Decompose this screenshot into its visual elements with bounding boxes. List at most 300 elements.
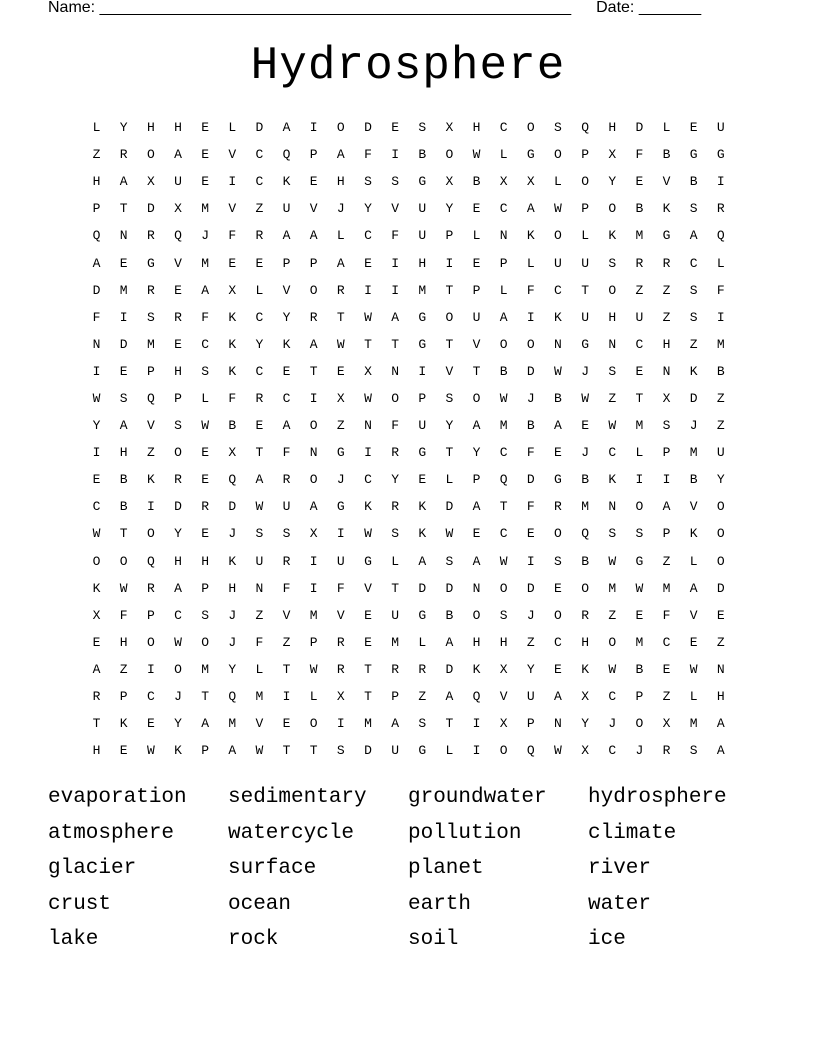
grid-letter[interactable]: W xyxy=(364,390,372,406)
grid-letter[interactable]: F xyxy=(92,309,101,325)
grid-letter[interactable]: L xyxy=(526,255,535,271)
grid-letter[interactable]: F xyxy=(228,390,237,406)
grid-letter[interactable]: T xyxy=(445,282,454,298)
grid-letter[interactable]: K xyxy=(662,201,671,217)
grid-letter[interactable]: J xyxy=(608,716,617,732)
grid-letter[interactable]: C xyxy=(282,390,291,406)
grid-letter[interactable]: I xyxy=(526,553,535,569)
grid-letter[interactable]: K xyxy=(282,174,291,190)
grid-letter[interactable]: C xyxy=(499,201,508,217)
grid-letter[interactable]: D xyxy=(174,499,182,515)
grid-letter[interactable]: R xyxy=(391,445,400,461)
grid-letter[interactable]: X xyxy=(445,174,454,190)
grid-letter[interactable]: A xyxy=(662,499,671,515)
grid-letter[interactable]: E xyxy=(581,418,589,434)
grid-letter[interactable]: W xyxy=(364,309,372,325)
grid-letter[interactable]: A xyxy=(282,418,291,434)
grid-letter[interactable]: H xyxy=(228,580,237,596)
grid-letter[interactable]: S xyxy=(445,553,454,569)
grid-letter[interactable]: X xyxy=(174,201,182,217)
grid-letter[interactable]: W xyxy=(689,661,698,677)
grid-letter[interactable]: I xyxy=(309,120,318,136)
grid-letter[interactable]: I xyxy=(146,661,155,677)
grid-letter[interactable]: R xyxy=(391,661,400,677)
grid-letter[interactable]: T xyxy=(364,689,372,705)
grid-letter[interactable]: R xyxy=(391,499,400,515)
grid-letter[interactable]: G xyxy=(716,147,725,163)
grid-letter[interactable]: E xyxy=(119,363,128,379)
grid-letter[interactable]: K xyxy=(228,336,237,352)
grid-letter[interactable]: Z xyxy=(282,634,291,650)
grid-letter[interactable]: B xyxy=(228,418,237,434)
grid-letter[interactable]: V xyxy=(228,201,237,217)
grid-letter[interactable]: K xyxy=(418,499,427,515)
grid-letter[interactable]: D xyxy=(255,120,264,136)
grid-letter[interactable]: N xyxy=(716,661,725,677)
grid-letter[interactable]: Z xyxy=(716,634,725,650)
grid-letter[interactable]: I xyxy=(472,743,481,759)
grid-letter[interactable]: S xyxy=(689,201,698,217)
grid-letter[interactable]: V xyxy=(689,499,698,515)
grid-letter[interactable]: S xyxy=(635,526,644,542)
grid-letter[interactable]: A xyxy=(255,472,264,488)
grid-letter[interactable]: M xyxy=(201,255,210,271)
grid-letter[interactable]: L xyxy=(716,255,725,271)
grid-letter[interactable]: M xyxy=(662,580,671,596)
grid-letter[interactable]: Z xyxy=(608,390,617,406)
grid-letter[interactable]: W xyxy=(554,743,562,759)
grid-letter[interactable]: E xyxy=(418,472,427,488)
grid-letter[interactable]: V xyxy=(364,580,372,596)
grid-letter[interactable]: C xyxy=(608,743,617,759)
grid-letter[interactable]: K xyxy=(608,472,617,488)
grid-letter[interactable]: C xyxy=(554,282,562,298)
grid-letter[interactable]: S xyxy=(119,390,128,406)
grid-letter[interactable]: M xyxy=(201,201,210,217)
grid-letter[interactable]: W xyxy=(445,526,454,542)
grid-letter[interactable]: Z xyxy=(662,553,671,569)
grid-letter[interactable]: E xyxy=(635,363,644,379)
grid-letter[interactable]: E xyxy=(364,634,372,650)
grid-letter[interactable]: R xyxy=(554,499,562,515)
grid-letter[interactable]: O xyxy=(581,174,589,190)
grid-letter[interactable]: K xyxy=(174,743,182,759)
grid-letter[interactable]: L xyxy=(445,472,454,488)
grid-letter[interactable]: R xyxy=(255,390,264,406)
grid-letter[interactable]: L xyxy=(689,553,698,569)
grid-letter[interactable]: S xyxy=(418,120,427,136)
grid-letter[interactable]: U xyxy=(418,418,427,434)
grid-letter[interactable]: M xyxy=(228,716,237,732)
grid-letter[interactable]: R xyxy=(255,228,264,244)
grid-letter[interactable]: L xyxy=(255,661,264,677)
grid-letter[interactable]: E xyxy=(92,472,101,488)
grid-letter[interactable]: D xyxy=(526,472,535,488)
grid-letter[interactable]: D xyxy=(526,580,535,596)
grid-letter[interactable]: T xyxy=(119,526,128,542)
grid-letter[interactable]: A xyxy=(472,553,481,569)
grid-letter[interactable]: B xyxy=(445,607,454,623)
grid-letter[interactable]: U xyxy=(554,255,562,271)
grid-letter[interactable]: V xyxy=(146,418,155,434)
grid-letter[interactable]: D xyxy=(228,499,237,515)
grid-letter[interactable]: Y xyxy=(174,716,182,732)
grid-letter[interactable]: I xyxy=(662,472,671,488)
grid-letter[interactable]: O xyxy=(554,147,562,163)
grid-letter[interactable]: W xyxy=(255,743,264,759)
grid-letter[interactable]: L xyxy=(635,445,644,461)
grid-letter[interactable]: W xyxy=(174,634,182,650)
grid-letter[interactable]: R xyxy=(336,282,345,298)
grid-letter[interactable]: P xyxy=(201,580,210,596)
grid-letter[interactable]: D xyxy=(364,743,372,759)
grid-letter[interactable]: M xyxy=(635,418,644,434)
grid-letter[interactable]: D xyxy=(689,390,698,406)
grid-letter[interactable]: Y xyxy=(282,309,291,325)
grid-letter[interactable]: U xyxy=(472,309,481,325)
grid-letter[interactable]: O xyxy=(499,743,508,759)
grid-letter[interactable]: A xyxy=(336,255,345,271)
grid-letter[interactable]: T xyxy=(499,499,508,515)
grid-letter[interactable]: U xyxy=(255,553,264,569)
grid-letter[interactable]: O xyxy=(554,526,562,542)
grid-letter[interactable]: E xyxy=(364,607,372,623)
grid-letter[interactable]: O xyxy=(472,390,481,406)
grid-letter[interactable]: Q xyxy=(228,689,237,705)
grid-letter[interactable]: M xyxy=(608,580,617,596)
grid-letter[interactable]: T xyxy=(364,336,372,352)
grid-letter[interactable]: K xyxy=(608,228,617,244)
grid-letter[interactable]: P xyxy=(174,390,182,406)
grid-letter[interactable]: V xyxy=(662,174,671,190)
grid-letter[interactable]: L xyxy=(92,120,101,136)
grid-letter[interactable]: B xyxy=(526,418,535,434)
grid-letter[interactable]: E xyxy=(119,743,128,759)
grid-letter[interactable]: E xyxy=(201,174,210,190)
grid-letter[interactable]: O xyxy=(608,282,617,298)
grid-letter[interactable]: N xyxy=(554,336,562,352)
grid-letter[interactable]: L xyxy=(255,282,264,298)
grid-letter[interactable]: O xyxy=(554,607,562,623)
grid-letter[interactable]: T xyxy=(391,336,400,352)
grid-letter[interactable]: N xyxy=(92,336,101,352)
grid-letter[interactable]: X xyxy=(228,445,237,461)
grid-letter[interactable]: R xyxy=(662,255,671,271)
grid-letter[interactable]: N xyxy=(391,363,400,379)
grid-letter[interactable]: S xyxy=(689,282,698,298)
grid-letter[interactable]: N xyxy=(309,445,318,461)
grid-letter[interactable]: W xyxy=(499,390,508,406)
grid-letter[interactable]: C xyxy=(608,689,617,705)
grid-letter[interactable]: E xyxy=(146,716,155,732)
grid-letter[interactable]: C xyxy=(201,336,210,352)
grid-letter[interactable]: T xyxy=(445,716,454,732)
grid-letter[interactable]: Q xyxy=(581,120,589,136)
grid-letter[interactable]: S xyxy=(608,526,617,542)
grid-letter[interactable]: W xyxy=(499,553,508,569)
grid-letter[interactable]: I xyxy=(309,580,318,596)
grid-letter[interactable]: O xyxy=(608,634,617,650)
grid-letter[interactable]: E xyxy=(716,607,725,623)
grid-letter[interactable]: O xyxy=(472,607,481,623)
name-line[interactable]: _____________________________________________________ xyxy=(99,0,572,16)
grid-letter[interactable]: F xyxy=(391,228,400,244)
grid-letter[interactable]: E xyxy=(201,120,210,136)
grid-letter[interactable]: S xyxy=(662,418,671,434)
grid-letter[interactable]: N xyxy=(662,363,671,379)
grid-letter[interactable]: G xyxy=(689,147,698,163)
grid-letter[interactable]: O xyxy=(119,553,128,569)
grid-letter[interactable]: P xyxy=(662,526,671,542)
grid-letter[interactable]: J xyxy=(336,472,345,488)
grid-letter[interactable]: T xyxy=(581,282,589,298)
grid-letter[interactable]: K xyxy=(554,309,562,325)
grid-letter[interactable]: O xyxy=(146,634,155,650)
grid-letter[interactable]: Z xyxy=(635,282,644,298)
grid-letter[interactable]: Z xyxy=(119,661,128,677)
grid-letter[interactable]: A xyxy=(309,499,318,515)
grid-letter[interactable]: P xyxy=(581,147,589,163)
grid-letter[interactable]: S xyxy=(608,255,617,271)
grid-letter[interactable]: I xyxy=(92,445,101,461)
grid-letter[interactable]: R xyxy=(201,499,210,515)
grid-letter[interactable]: Z xyxy=(662,282,671,298)
grid-letter[interactable]: P xyxy=(309,147,318,163)
grid-letter[interactable]: U xyxy=(174,174,182,190)
grid-letter[interactable]: G xyxy=(146,255,155,271)
grid-letter[interactable]: N xyxy=(255,580,264,596)
grid-letter[interactable]: U xyxy=(716,120,725,136)
grid-letter[interactable]: K xyxy=(282,336,291,352)
grid-letter[interactable]: U xyxy=(635,309,644,325)
grid-letter[interactable]: R xyxy=(581,607,589,623)
grid-letter[interactable]: B xyxy=(689,174,698,190)
grid-letter[interactable]: Z xyxy=(716,418,725,434)
grid-letter[interactable]: F xyxy=(526,282,535,298)
grid-letter[interactable]: O xyxy=(309,472,318,488)
grid-letter[interactable]: C xyxy=(255,309,264,325)
grid-letter[interactable]: N xyxy=(119,228,128,244)
grid-letter[interactable]: L xyxy=(309,689,318,705)
grid-letter[interactable]: P xyxy=(146,607,155,623)
grid-letter[interactable]: N xyxy=(608,499,617,515)
grid-letter[interactable]: G xyxy=(635,553,644,569)
grid-letter[interactable]: P xyxy=(581,201,589,217)
grid-letter[interactable]: C xyxy=(364,472,372,488)
grid-letter[interactable]: S xyxy=(282,526,291,542)
grid-letter[interactable]: A xyxy=(92,255,101,271)
grid-letter[interactable]: U xyxy=(391,743,400,759)
grid-letter[interactable]: O xyxy=(526,120,535,136)
grid-letter[interactable]: R xyxy=(146,580,155,596)
grid-letter[interactable]: A xyxy=(716,716,725,732)
grid-letter[interactable]: S xyxy=(499,607,508,623)
grid-letter[interactable]: K xyxy=(92,580,101,596)
grid-letter[interactable]: O xyxy=(92,553,101,569)
grid-letter[interactable]: O xyxy=(174,661,182,677)
grid-letter[interactable]: S xyxy=(201,607,210,623)
grid-letter[interactable]: P xyxy=(146,363,155,379)
grid-letter[interactable]: V xyxy=(499,689,508,705)
grid-letter[interactable]: T xyxy=(255,445,264,461)
grid-letter[interactable]: O xyxy=(445,309,454,325)
grid-letter[interactable]: B xyxy=(472,174,481,190)
grid-letter[interactable]: I xyxy=(716,309,725,325)
grid-letter[interactable]: E xyxy=(472,255,481,271)
grid-letter[interactable]: R xyxy=(662,743,671,759)
grid-letter[interactable]: L xyxy=(336,228,345,244)
grid-letter[interactable]: Q xyxy=(526,743,535,759)
grid-letter[interactable]: E xyxy=(201,445,210,461)
grid-letter[interactable]: T xyxy=(309,743,318,759)
grid-letter[interactable]: J xyxy=(228,607,237,623)
grid-letter[interactable]: E xyxy=(282,716,291,732)
grid-letter[interactable]: X xyxy=(364,363,372,379)
grid-letter[interactable]: K xyxy=(228,553,237,569)
grid-letter[interactable]: D xyxy=(445,499,454,515)
grid-letter[interactable]: Y xyxy=(92,418,101,434)
grid-letter[interactable]: A xyxy=(282,228,291,244)
grid-letter[interactable]: R xyxy=(716,201,725,217)
grid-letter[interactable]: A xyxy=(92,661,101,677)
grid-letter[interactable]: S xyxy=(608,363,617,379)
grid-letter[interactable]: Q xyxy=(228,472,237,488)
grid-letter[interactable]: M xyxy=(201,661,210,677)
grid-letter[interactable]: M xyxy=(309,607,318,623)
grid-letter[interactable]: A xyxy=(689,228,698,244)
grid-letter[interactable]: X xyxy=(499,716,508,732)
grid-letter[interactable]: B xyxy=(662,147,671,163)
grid-letter[interactable]: W xyxy=(635,580,644,596)
grid-letter[interactable]: C xyxy=(635,336,644,352)
grid-letter[interactable]: O xyxy=(146,526,155,542)
grid-letter[interactable]: T xyxy=(364,661,372,677)
grid-letter[interactable]: S xyxy=(689,309,698,325)
grid-letter[interactable]: T xyxy=(309,363,318,379)
grid-letter[interactable]: H xyxy=(174,553,182,569)
grid-letter[interactable]: E xyxy=(174,336,182,352)
grid-letter[interactable]: K xyxy=(581,661,589,677)
grid-letter[interactable]: E xyxy=(689,634,698,650)
grid-letter[interactable]: A xyxy=(228,743,237,759)
grid-letter[interactable]: Z xyxy=(526,634,535,650)
grid-letter[interactable]: L xyxy=(554,174,562,190)
grid-letter[interactable]: Z xyxy=(662,689,671,705)
grid-letter[interactable]: M xyxy=(635,634,644,650)
grid-letter[interactable]: S xyxy=(255,526,264,542)
grid-letter[interactable]: S xyxy=(201,363,210,379)
grid-letter[interactable]: H xyxy=(201,553,210,569)
grid-letter[interactable]: H xyxy=(608,120,617,136)
grid-letter[interactable]: I xyxy=(391,147,400,163)
grid-letter[interactable]: E xyxy=(526,526,535,542)
grid-letter[interactable]: M xyxy=(499,418,508,434)
grid-letter[interactable]: J xyxy=(228,526,237,542)
grid-letter[interactable]: L xyxy=(662,120,671,136)
grid-letter[interactable]: F xyxy=(336,580,345,596)
grid-letter[interactable]: R xyxy=(174,472,182,488)
grid-letter[interactable]: T xyxy=(391,580,400,596)
grid-letter[interactable]: X xyxy=(608,147,617,163)
grid-letter[interactable]: Q xyxy=(282,147,291,163)
grid-letter[interactable]: C xyxy=(146,689,155,705)
grid-letter[interactable]: F xyxy=(201,309,210,325)
grid-letter[interactable]: O xyxy=(635,499,644,515)
grid-letter[interactable]: R xyxy=(146,282,155,298)
grid-letter[interactable]: A xyxy=(526,201,535,217)
grid-letter[interactable]: Q xyxy=(146,553,155,569)
grid-letter[interactable]: R xyxy=(309,309,318,325)
grid-letter[interactable]: V xyxy=(228,147,237,163)
grid-letter[interactable]: F xyxy=(716,282,725,298)
grid-letter[interactable]: S xyxy=(554,553,562,569)
grid-letter[interactable]: I xyxy=(336,716,345,732)
grid-letter[interactable]: I xyxy=(364,445,372,461)
grid-letter[interactable]: I xyxy=(336,526,345,542)
grid-letter[interactable]: U xyxy=(526,689,535,705)
grid-letter[interactable]: J xyxy=(336,201,345,217)
grid-letter[interactable]: Q xyxy=(92,228,101,244)
grid-letter[interactable]: U xyxy=(282,201,291,217)
grid-letter[interactable]: C xyxy=(499,120,508,136)
grid-letter[interactable]: E xyxy=(554,445,562,461)
grid-letter[interactable]: W xyxy=(92,526,101,542)
grid-letter[interactable]: Y xyxy=(174,526,182,542)
grid-letter[interactable]: M xyxy=(635,228,644,244)
grid-letter[interactable]: I xyxy=(716,174,725,190)
grid-letter[interactable]: Q xyxy=(472,689,481,705)
grid-letter[interactable]: M xyxy=(364,716,372,732)
grid-letter[interactable]: M xyxy=(689,445,698,461)
grid-letter[interactable]: W xyxy=(608,661,617,677)
grid-letter[interactable]: P xyxy=(445,228,454,244)
grid-letter[interactable]: X xyxy=(146,174,155,190)
grid-letter[interactable]: S xyxy=(391,174,400,190)
grid-letter[interactable]: V xyxy=(282,607,291,623)
grid-letter[interactable]: P xyxy=(391,689,400,705)
grid-letter[interactable]: T xyxy=(282,661,291,677)
grid-letter[interactable]: O xyxy=(309,716,318,732)
grid-letter[interactable]: C xyxy=(255,174,264,190)
grid-letter[interactable]: Q xyxy=(716,228,725,244)
grid-letter[interactable]: R xyxy=(282,472,291,488)
grid-letter[interactable]: Y xyxy=(364,201,372,217)
grid-letter[interactable]: K xyxy=(146,472,155,488)
grid-letter[interactable]: G xyxy=(418,309,427,325)
grid-letter[interactable]: D xyxy=(526,363,535,379)
grid-letter[interactable]: E xyxy=(364,255,372,271)
grid-letter[interactable]: A xyxy=(472,499,481,515)
grid-letter[interactable]: F xyxy=(526,499,535,515)
grid-letter[interactable]: I xyxy=(445,255,454,271)
grid-letter[interactable]: Q xyxy=(174,228,182,244)
grid-letter[interactable]: V xyxy=(336,607,345,623)
grid-letter[interactable]: I xyxy=(92,363,101,379)
grid-letter[interactable]: D xyxy=(418,580,427,596)
grid-letter[interactable]: W xyxy=(146,743,155,759)
grid-letter[interactable]: O xyxy=(146,147,155,163)
grid-letter[interactable]: D xyxy=(445,580,454,596)
grid-letter[interactable]: T xyxy=(445,336,454,352)
grid-letter[interactable]: C xyxy=(554,634,562,650)
grid-letter[interactable]: S xyxy=(336,743,345,759)
grid-letter[interactable]: I xyxy=(282,689,291,705)
grid-letter[interactable]: T xyxy=(282,743,291,759)
grid-letter[interactable]: K xyxy=(364,499,372,515)
grid-letter[interactable]: V xyxy=(445,363,454,379)
grid-letter[interactable]: C xyxy=(662,634,671,650)
grid-letter[interactable]: J xyxy=(581,363,589,379)
